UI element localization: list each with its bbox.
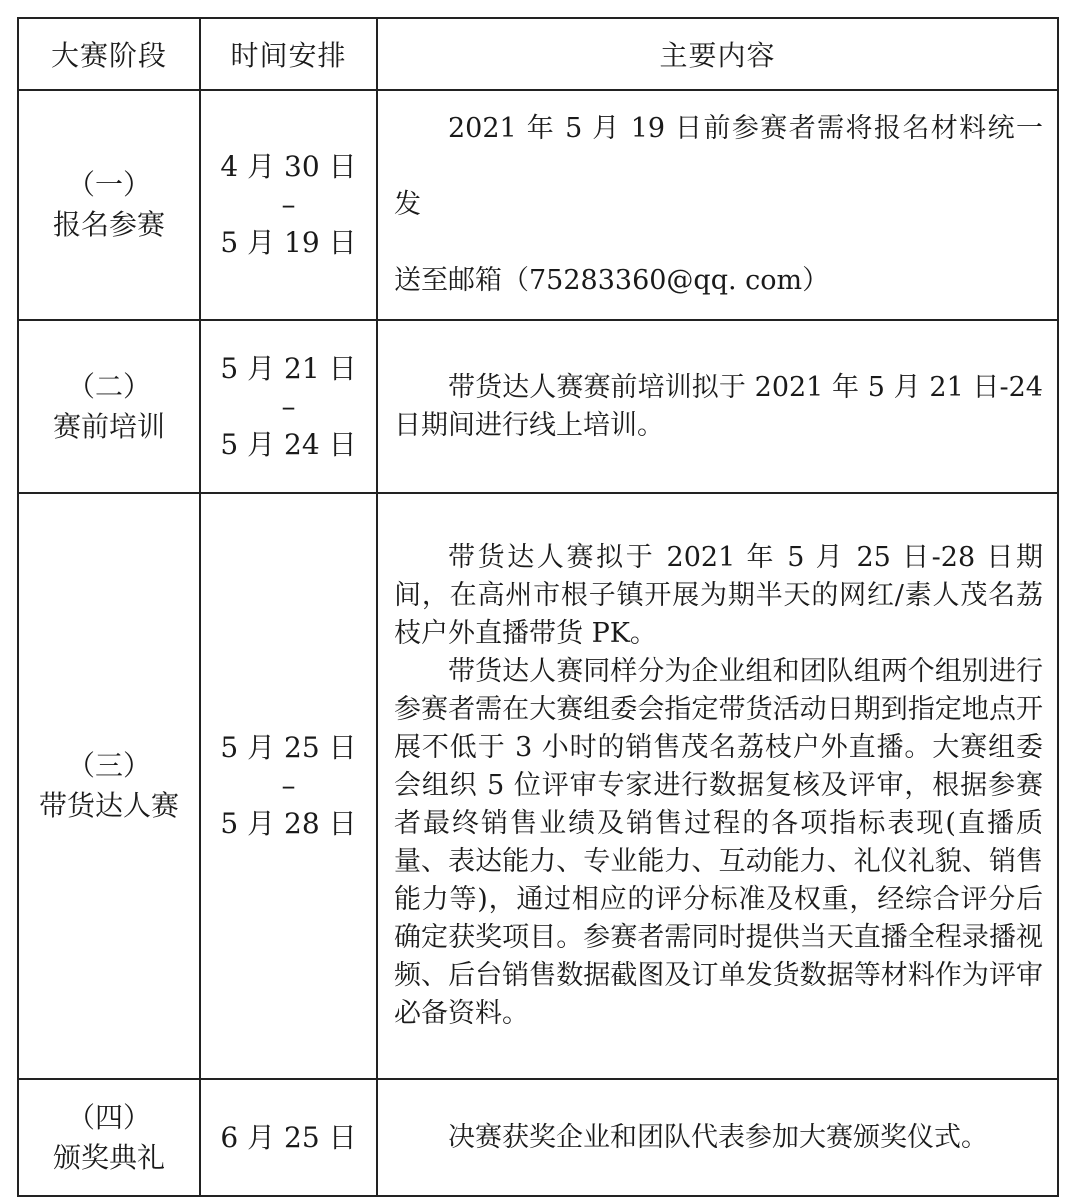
time-start: 5 月 21 日 <box>220 351 357 385</box>
time-end: 5 月 28 日 <box>220 807 357 840</box>
time-cell <box>200 493 377 1079</box>
stage-number: （四） <box>66 1100 151 1134</box>
stage-number: （二） <box>66 369 151 403</box>
content-paragraph: 带货达人赛赛前培训拟于 2021 年 5 月 21 日-24 日期间进行线上培训。 <box>394 371 1043 441</box>
header-content: 主要内容 <box>377 18 1058 90</box>
time-single: 6 月 25 日 <box>220 1120 357 1154</box>
header-time: 时间安排 <box>200 18 377 90</box>
stage-cell <box>18 90 200 320</box>
time-separator: – <box>281 188 296 221</box>
content-cell <box>377 90 1058 320</box>
content-cell <box>377 1079 1058 1196</box>
header-stage: 大赛阶段 <box>18 18 200 90</box>
stage-number: （一） <box>66 168 151 201</box>
table-row <box>18 493 1058 1079</box>
time-cell <box>200 320 377 493</box>
content-paragraph: 2021 年 5 月 19 日前参赛者需将报名材料统一发 <box>394 113 1043 220</box>
time-start: 4 月 30 日 <box>220 150 357 183</box>
table-row <box>18 320 1058 493</box>
stage-name: 颁奖典礼 <box>52 1140 165 1174</box>
time-start: 5 月 25 日 <box>220 731 357 764</box>
stage-number: （三） <box>66 749 151 782</box>
competition-schedule-table <box>17 17 1059 1197</box>
time-end: 5 月 19 日 <box>220 226 357 259</box>
stage-cell <box>18 493 200 1079</box>
time-separator: – <box>281 769 296 802</box>
table-row <box>18 1079 1058 1196</box>
content-paragraph: 决赛获奖企业和团队代表参加大赛颁奖仪式。 <box>448 1121 988 1153</box>
content-cell <box>377 493 1058 1079</box>
stage-cell <box>18 320 200 493</box>
time-end: 5 月 24 日 <box>220 427 357 461</box>
time-separator: – <box>281 389 296 423</box>
content-paragraph: 带货达人赛拟于 2021 年 5 月 25 日-28 日期间，在高州市根子镇开展为期半天的网红/素人茂名荔枝户外直播带货 PK。 <box>394 542 1043 649</box>
content-paragraph: 送至邮箱（75283360@qq. com） <box>394 265 830 296</box>
content-paragraph: 带货达人赛同样分为企业组和团队组两个组别进行参赛者需在大赛组委会指定带货活动日期到指定地点开展不低于 3 小时的销售茂名荔枝户外直播。大赛组委会组织 5 位评审专家进行数据复核及评审，根据参赛者最终销售业绩及销售过程的各项指标表现(直播质量、表达能力、专业能力、互动能力、礼仪礼貌、销售能力等)，通过相应的评分标准及权重，经综合评分后确定获奖项目。参赛者需同时提供当天直播全程录播视频、后台销售数据截图及订单发货数据等材料作为评审必备资料。 <box>394 656 1043 1029</box>
table-row <box>18 90 1058 320</box>
header-row <box>18 18 1058 90</box>
time-cell <box>200 1079 377 1196</box>
time-cell <box>200 90 377 320</box>
stage-cell <box>18 1079 200 1196</box>
stage-name: 报名参赛 <box>52 208 165 241</box>
stage-name: 带货达人赛 <box>38 789 179 822</box>
stage-name: 赛前培训 <box>52 409 165 443</box>
content-cell <box>377 320 1058 493</box>
